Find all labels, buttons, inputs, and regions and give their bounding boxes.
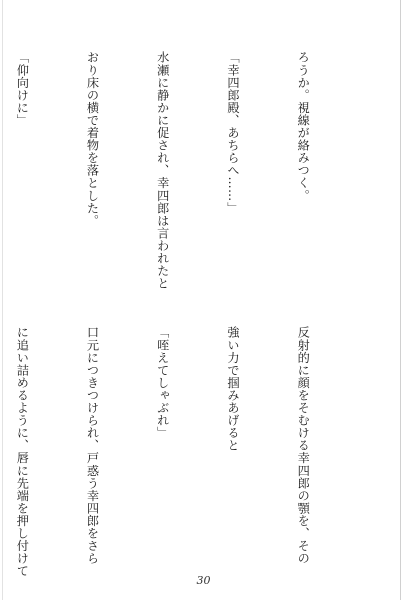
text-line: 水瀬に静かに促され、幸四郎は言われたと [155, 51, 170, 290]
text-line: ろうか。視線が絡みつく。 [296, 51, 311, 202]
text-line: おり床の横で着物を落とした。 [85, 51, 100, 227]
text-line: 「幸四郎殿、あちらへ……」 [225, 51, 240, 215]
page-number: 30 [196, 574, 211, 587]
text-line: 強い力で掴みあげると [225, 326, 240, 452]
text-line: 「仰向けに」 [15, 51, 30, 127]
text-line: 「咥えてしゃぶれ」 [155, 326, 170, 439]
lower-text-block [0, 326, 361, 577]
upper-text-block [0, 51, 361, 313]
text-line: 反射的に顔をそむける幸四郎の顎を、その [296, 326, 311, 565]
text-line: に追い詰めるように、唇に先端を押し付けて [15, 326, 30, 577]
page-edge-right [400, 0, 401, 600]
text-line: 口元につきつけられ、戸惑う幸四郎をさら [85, 326, 100, 565]
